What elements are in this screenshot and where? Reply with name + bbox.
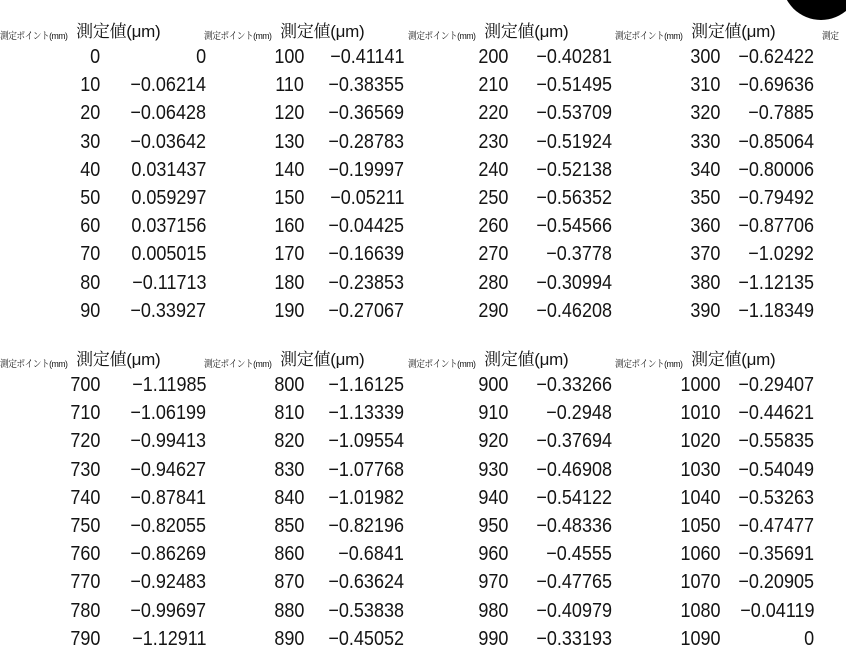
measurement-value: −0.52138 [536, 158, 612, 181]
measurement-value: −0.99413 [130, 430, 206, 453]
measurement-point: 980 [477, 599, 508, 622]
measurement-value: −0.33927 [130, 299, 206, 322]
measurement-point: 1040 [679, 486, 720, 509]
measurement-point: 20 [79, 102, 100, 125]
measurement-value: −1.12135 [738, 271, 814, 294]
measurement-point: 280 [477, 271, 508, 294]
measurement-point: 920 [477, 430, 508, 453]
measurement-value: −0.40979 [536, 599, 612, 622]
measurement-value: 0.037156 [130, 215, 206, 238]
measurement-point: 80 [79, 271, 100, 294]
measurement-point: 260 [477, 215, 508, 238]
measurement-point: 1080 [679, 599, 720, 622]
measurement-point: 60 [79, 215, 100, 238]
measurement-point: 960 [477, 543, 508, 566]
measurement-value: −0.86269 [130, 543, 206, 566]
measurement-value: −0.54566 [536, 215, 612, 238]
measurement-point: 860 [273, 543, 304, 566]
measurement-point: 310 [689, 74, 720, 97]
measurement-point: 710 [69, 402, 100, 425]
measurement-point: 350 [689, 187, 720, 209]
measurement-point: 250 [477, 187, 508, 209]
header-trailing-label [822, 16, 840, 42]
measurement-point: 1060 [679, 543, 720, 566]
measurement-point: 320 [689, 102, 720, 125]
measurement-value: −1.12911 [131, 627, 206, 650]
column-header [0, 344, 160, 370]
measurement-value: 0.059297 [130, 187, 206, 209]
measurement-value: −1.01982 [328, 486, 404, 509]
header-value-label: 測定値(μm) [76, 22, 161, 41]
measurement-value: 0 [195, 46, 206, 68]
measurement-value: −0.6841 [338, 543, 404, 566]
measurement-point: 930 [477, 458, 508, 481]
table-bottom [0, 344, 846, 650]
measurement-value: −0.06214 [130, 74, 206, 97]
header-value-label: 測定値(μm) [691, 22, 776, 41]
measurement-point: 900 [477, 374, 508, 396]
measurement-point: 120 [273, 102, 304, 125]
measurement-point: 330 [689, 130, 720, 153]
column-header [408, 16, 568, 42]
header-point-label: 測定ポイント(mm) [615, 31, 683, 42]
measurement-value: −0.92483 [130, 571, 206, 594]
measurement-point: 240 [477, 158, 508, 181]
measurement-value: −0.69636 [738, 74, 814, 97]
measurement-value: −0.33193 [536, 627, 612, 650]
measurement-point: 850 [273, 515, 304, 537]
header-point-label: 測定ポイント(mm) [408, 359, 476, 370]
measurement-value: −0.82055 [130, 515, 206, 537]
measurement-value: −0.06428 [130, 102, 206, 125]
measurement-value: −0.30994 [536, 271, 612, 294]
measurement-value: −0.99697 [130, 599, 206, 622]
measurement-point: 830 [273, 458, 304, 481]
measurement-point: 150 [273, 187, 304, 209]
measurement-point: 0 [89, 46, 100, 68]
measurement-value: −0.53838 [328, 599, 404, 622]
measurement-value: −0.46908 [536, 458, 612, 481]
measurement-value: −0.53709 [536, 102, 612, 125]
measurement-point: 1090 [679, 627, 720, 650]
measurement-point: 810 [273, 402, 304, 425]
measurement-point: 380 [689, 271, 720, 294]
measurement-point: 30 [79, 130, 100, 153]
measurement-point: 1050 [679, 515, 720, 537]
header-trailing-text: 測定 [822, 31, 839, 42]
measurement-point: 300 [689, 46, 720, 68]
column-header [408, 344, 568, 370]
measurement-value: −0.47477 [738, 515, 814, 537]
measurement-value: −0.62422 [738, 46, 814, 68]
measurement-value: 0.005015 [130, 243, 206, 266]
measurement-value: −0.51495 [536, 74, 612, 97]
measurement-point: 780 [69, 599, 100, 622]
measurement-point: 940 [477, 486, 508, 509]
table-top [0, 16, 846, 322]
measurement-value: −0.19997 [328, 158, 404, 181]
measurement-point: 1030 [679, 458, 720, 481]
measurement-value: −0.94627 [130, 458, 206, 481]
measurement-value: −1.07768 [328, 458, 404, 481]
measurement-value: −0.3778 [546, 243, 612, 266]
header-value-label: 測定値(μm) [280, 22, 365, 41]
measurement-point: 340 [689, 158, 720, 181]
measurement-value: −0.11713 [131, 271, 206, 294]
measurement-value: −0.55835 [738, 430, 814, 453]
header-point-label: 測定ポイント(mm) [204, 359, 272, 370]
measurement-value: −0.37694 [536, 430, 612, 453]
header-value-label: 測定値(μm) [76, 350, 161, 369]
measurement-value: −0.4555 [546, 543, 612, 566]
column-header [204, 344, 364, 370]
header-point-label: 測定ポイント(mm) [408, 31, 476, 42]
measurement-point: 10 [79, 74, 100, 97]
measurement-point: 290 [477, 299, 508, 322]
measurement-value: −0.54122 [536, 486, 612, 509]
measurement-value: −0.05211 [329, 187, 404, 209]
measurement-point: 210 [477, 74, 508, 97]
measurement-point: 220 [477, 102, 508, 125]
measurement-point: 1000 [679, 374, 720, 396]
measurement-value: −0.41141 [329, 46, 404, 68]
measurement-point: 180 [273, 271, 304, 294]
measurement-value: −0.85064 [738, 130, 814, 153]
measurement-value: −1.13339 [328, 402, 404, 425]
header-point-label: 測定ポイント(mm) [0, 359, 68, 370]
measurement-point: 790 [69, 627, 100, 650]
measurement-point: 950 [477, 515, 508, 537]
header-point-label: 測定ポイント(mm) [615, 359, 683, 370]
measurement-point: 760 [69, 543, 100, 566]
measurement-value: −0.28783 [328, 130, 404, 153]
measurement-point: 1070 [679, 571, 720, 594]
measurement-value: −0.35691 [738, 543, 814, 566]
measurement-value: −0.20905 [738, 571, 814, 594]
measurement-point: 110 [275, 74, 304, 97]
measurement-point: 200 [477, 46, 508, 68]
measurement-value: −0.48336 [536, 515, 612, 537]
measurement-value: −0.80006 [738, 158, 814, 181]
measurement-value: −0.82196 [328, 515, 404, 537]
measurement-point: 1010 [679, 402, 720, 425]
header-value-label: 測定値(μm) [280, 350, 365, 369]
header-value-label: 測定値(μm) [484, 350, 569, 369]
measurement-value: −0.04119 [739, 599, 814, 622]
measurement-value: −0.53263 [738, 486, 814, 509]
measurement-point: 820 [273, 430, 304, 453]
measurement-value: −0.63624 [328, 571, 404, 594]
measurement-value: 0.031437 [130, 158, 206, 181]
header-value-label: 測定値(μm) [691, 350, 776, 369]
measurement-point: 770 [69, 571, 100, 594]
measurement-value: −0.27067 [328, 299, 404, 322]
measurement-value: −1.18349 [738, 299, 814, 322]
measurement-value: −0.87841 [130, 486, 206, 509]
measurement-value: −1.06199 [130, 402, 206, 425]
measurement-value: −0.38355 [328, 74, 404, 97]
measurement-point: 990 [477, 627, 508, 650]
measurement-value: −0.2948 [546, 402, 612, 425]
measurement-point: 100 [273, 46, 304, 68]
measurement-value: −0.47765 [536, 571, 612, 594]
measurement-value: −0.40281 [536, 46, 612, 68]
measurement-value: −0.16639 [328, 243, 404, 266]
measurement-value: −0.33266 [536, 374, 612, 396]
measurement-value: 0 [803, 627, 814, 650]
measurement-value: −0.36569 [328, 102, 404, 125]
measurement-point: 720 [69, 430, 100, 453]
measurement-point: 1020 [679, 430, 720, 453]
column-header [615, 344, 775, 370]
measurement-point: 750 [69, 515, 100, 537]
measurement-value: −0.54049 [738, 458, 814, 481]
measurement-point: 170 [273, 243, 304, 266]
measurement-value: −1.16125 [328, 374, 404, 396]
measurement-value: −1.09554 [328, 430, 404, 453]
measurement-point: 800 [273, 374, 304, 396]
measurement-point: 140 [273, 158, 304, 181]
measurement-point: 360 [689, 215, 720, 238]
measurement-value: −0.79492 [738, 187, 814, 209]
measurement-point: 700 [69, 374, 100, 396]
measurement-value: −0.87706 [738, 215, 814, 238]
measurement-point: 840 [273, 486, 304, 509]
measurement-point: 230 [477, 130, 508, 153]
column-header [0, 16, 160, 42]
header-value-label: 測定値(μm) [484, 22, 569, 41]
measurement-point: 90 [79, 299, 100, 322]
measurement-point: 730 [69, 458, 100, 481]
measurement-point: 190 [273, 299, 304, 322]
measurement-point: 70 [79, 243, 100, 266]
measurement-point: 390 [689, 299, 720, 322]
measurement-point: 130 [273, 130, 304, 153]
measurement-point: 870 [273, 571, 304, 594]
measurement-point: 970 [477, 571, 508, 594]
measurement-point: 880 [273, 599, 304, 622]
measurement-point: 740 [69, 486, 100, 509]
column-header [204, 16, 364, 42]
measurement-value: −1.11985 [131, 374, 206, 396]
measurement-value: −0.45052 [328, 627, 404, 650]
measurement-value: −0.04425 [328, 215, 404, 238]
measurement-point: 890 [273, 627, 304, 650]
measurement-value: −0.46208 [536, 299, 612, 322]
measurement-point: 370 [689, 243, 720, 266]
header-point-label: 測定ポイント(mm) [204, 31, 272, 42]
measurement-value: −0.03642 [130, 130, 206, 153]
measurement-point: 160 [273, 215, 304, 238]
measurement-point: 910 [477, 402, 508, 425]
measurement-point: 270 [477, 243, 508, 266]
measurement-value: −0.51924 [536, 130, 612, 153]
measurement-point: 40 [79, 158, 100, 181]
header-point-label: 測定ポイント(mm) [0, 31, 68, 42]
measurement-value: −0.44621 [738, 402, 814, 425]
measurement-value: −0.23853 [328, 271, 404, 294]
measurement-value: −0.7885 [748, 102, 814, 125]
measurement-value: −1.0292 [748, 243, 814, 266]
column-header [615, 16, 775, 42]
measurement-value: −0.29407 [738, 374, 814, 396]
measurement-value: −0.56352 [536, 187, 612, 209]
measurement-point: 50 [79, 187, 100, 209]
